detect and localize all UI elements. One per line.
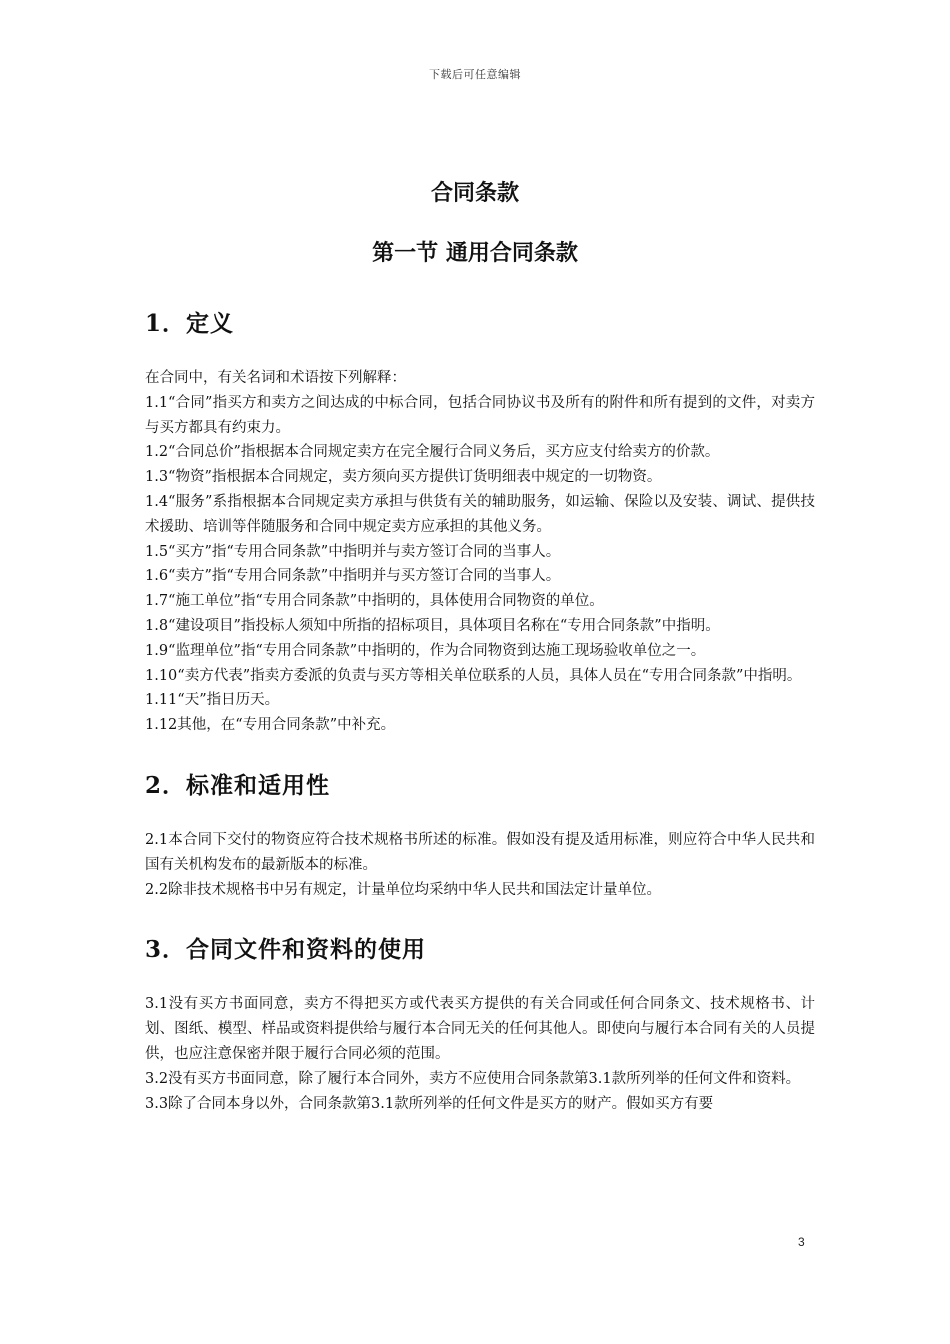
document-title: 合同条款 xyxy=(430,180,519,206)
document-body xyxy=(145,306,815,1146)
clause-2-1: 2.1本合同下交付的物资应符合技术规格书所述的标准。假如没有提及适用标准，则应符合中华人民共和国有关机构发布的最新版本的标准。 xyxy=(145,831,815,873)
page-number: 3 xyxy=(798,1235,805,1249)
section-heading: 3．合同文件和资料的使用 xyxy=(145,936,427,964)
clause-1-1: 1.1“合同”指买方和卖方之间达成的中标合同，包括合同协议书及所有的附件和所有提到的文件，对卖方与买方都具有约束力。 xyxy=(145,394,815,436)
clause-1-3: 1.3“物资”指根据本合同规定，卖方须向买方提供订货明细表中规定的一切物资。 xyxy=(145,469,662,486)
clause-1-9: 1.9“监理单位”指“专用合同条款”中指明的，作为合同物资到达施工现场验收单位之一。 xyxy=(145,642,706,659)
clause-3-3: 3.3除了合同本身以外，合同条款第3.1款所列举的任何文件是买方的财产。假如买方有要 xyxy=(145,1095,714,1112)
section-document-use xyxy=(145,932,815,1116)
section-heading: 1．定义 xyxy=(145,310,235,337)
clause-1-10: 1.10“卖方代表”指卖方委派的负责与买方等相关单位联系的人员，具体人员在“专用合同条款”中指明。 xyxy=(145,667,802,684)
clause-2-2: 2.2除非技术规格书中另有规定，计量单位均采纳中华人民共和国法定计量单位。 xyxy=(145,881,662,898)
clause-1-11: 1.11“天”指日历天。 xyxy=(145,692,280,709)
section-standards xyxy=(145,768,815,902)
clause-3-2: 3.2没有买方书面同意，除了履行本合同外，卖方不应使用合同条款第3.1款所列举的任何文件和资料。 xyxy=(145,1070,801,1087)
clause-1-8: 1.8“建设项目”指投标人须知中所指的招标项目，具体项目名称在“专用合同条款”中指明。 xyxy=(145,617,720,634)
clause-1-5: 1.5“买方”指“专用合同条款”中指明并与卖方签订合同的当事人。 xyxy=(145,543,561,560)
clause-1-6: 1.6“卖方”指“专用合同条款”中指明并与买方签订合同的当事人。 xyxy=(145,568,561,585)
section-body xyxy=(145,828,815,902)
clause-1-4: 1.4“服务”系指根据本合同规定卖方承担与供货有关的辅助服务，如运输、保险以及安装、调试、提供技术援助、培训等伴随服务和合同中规定卖方应承担的其他义务。 xyxy=(145,493,815,535)
clause-1-12: 1.12其他，在“专用合同条款”中补充。 xyxy=(145,717,396,734)
paragraph: 在合同中，有关名词和术语按下列解释： xyxy=(145,370,406,386)
document-subtitle: 第一节 通用合同条款 xyxy=(372,240,578,266)
clause-1-7: 1.7“施工单位”指“专用合同条款”中指明的，具体使用合同物资的单位。 xyxy=(145,593,604,610)
clause-1-2: 1.2“合同总价”指根据本合同规定卖方在完全履行合同义务后，买方应支付给卖方的价款。 xyxy=(145,444,720,461)
page-header: 下载后可任意编辑 xyxy=(429,68,521,81)
section-definitions xyxy=(145,306,815,738)
clause-3-1: 3.1没有买方书面同意，卖方不得把买方或代表买方提供的有关合同或任何合同条文、技术规格书、计划、图纸、模型、样品或资料提供给与履行本合同无关的任何其他人。即使向与履行本合同有关的人员提供，也应注意保密并限于履行合同必须的范围。 xyxy=(145,996,815,1062)
section-body xyxy=(145,992,815,1116)
section-heading: 2．标准和适用性 xyxy=(145,771,331,799)
section-body xyxy=(145,366,815,738)
